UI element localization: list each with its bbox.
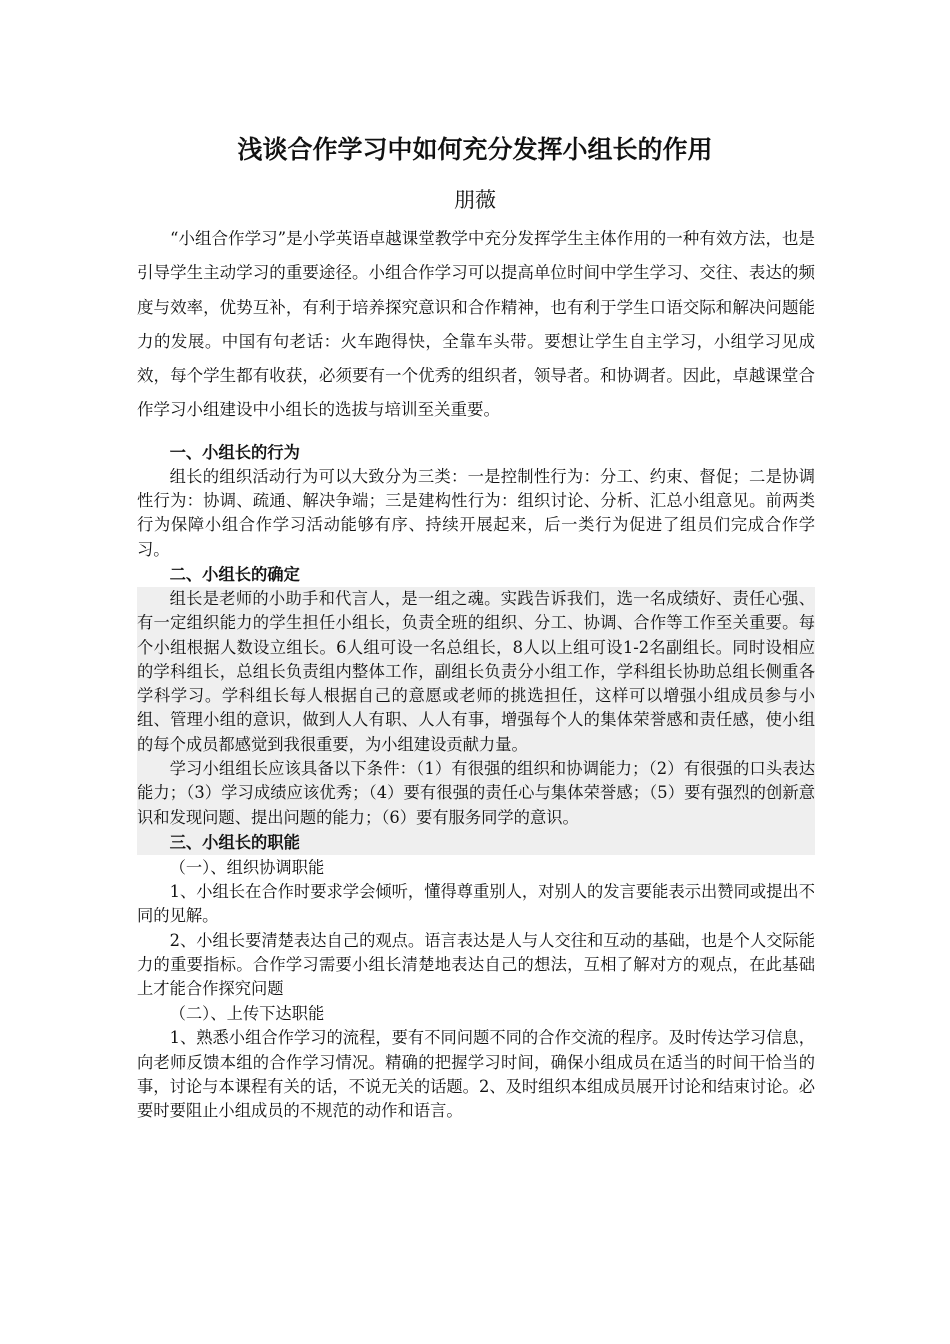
section-3-heading: 三、小组长的职能 [137, 830, 815, 855]
section-2-paragraph-2: 学习小组组长应该具备以下条件：（1）有很强的组织和协调能力；（2）有很强的口头表达能力；（3）学习成绩应该优秀；（4）要有很强的责任心与集体荣誉感；（5）要有强烈的创新意识和发现问题、提出问题的能力；（6）要有服务同学的意识。 [137, 757, 815, 830]
section-2-heading: 二、小组长的确定 [169, 564, 300, 584]
subsection-1-heading: （一）、组织协调职能 [169, 857, 325, 877]
subsection-2-item-1: 1、熟悉小组合作学习的流程，要有不同问题不同的合作交流的程序。及时传达学习信息，向老师反馈本组的合作学习情况。精确的把握学习时间，确保小组成员在适当的时间干恰当的事，讨论与本课程有关的话，不说无关的话题。2、及时组织本组成员展开讨论和结束讨论。必要时要阻止小组成员的不规范的动作和语言。 [137, 1028, 815, 1121]
section-2-paragraph-1: 组长是老师的小助手和代言人，是一组之魂。实践告诉我们，选一名成绩好、责任心强、有一定组织能力的学生担任小组长，负责全班的组织、分工、协调、合作等工作至关重要。每个小组根据人数设立组长。6人组可设一名总组长，8人以上组可设1-2名副组长。同时设相应的学科组长，总组长负责组内整体工作，副组长负责分小组工作，学科组长协助总组长侧重各学科学习。学科组长每人根据自己的意愿或老师的挑选担任，这样可以增强小组成员参与小组、管理小组的意识，做到人人有职、人人有事，增强每个人的集体荣誉感和责任感，使小组的每个成员都感觉到我很重要，为小组建设贡献力量。 [137, 587, 815, 757]
spacer [137, 428, 815, 440]
subsection-2-heading: （二）、上传下达职能 [169, 1004, 325, 1024]
author-name: 朋薇 [454, 188, 496, 212]
section-1-paragraph: 组长的组织活动行为可以大致分为三类：一是控制性行为：分工、约束、督促；二是协调性行为：协调、疏通、解决争端；三是建构性行为：组织讨论、分析、汇总小组意见。前两类行为保障小组合作学习活动能够有序、持续开展起来，后一类行为促进了组员们完成合作学习。 [137, 466, 815, 559]
document-body [137, 222, 815, 1124]
section-1-heading: 一、小组长的行为 [169, 442, 300, 462]
subsection-1-item-2: 2、小组长要清楚表达自己的观点。语言表达是人与人交往和互动的基础，也是个人交际能力的重要指标。合作学习需要小组长清楚地表达自己的想法，互相了解对方的观点，在此基础上才能合作探究问题 [137, 930, 815, 999]
intro-paragraph: “小组合作学习”是小学英语卓越课堂教学中充分发挥学生主体作用的一种有效方法，也是引导学生主动学习的重要途径。小组合作学习可以提高单位时间中学生学习、交往、表达的频度与效率，优势互补，有利于培养探究意识和合作精神，也有利于学生口语交际和解决问题能力的发展。中国有句老话：火车跑得快，全靠车头带。要想让学生自主学习，小组学习见成效，每个学生都有收获，必须要有一个优秀的组织者，领导者。和协调者。因此，卓越课堂合作学习小组建设中小组长的选拔与培训至关重要。 [137, 229, 815, 420]
document-title: 浅谈合作学习中如何充分发挥小组长的作用 [237, 135, 713, 164]
subsection-1-item-1: 1、小组长在合作时要求学会倾听，懂得尊重别人，对别人的发言要能表示出赞同或提出不同的见解。 [137, 881, 815, 926]
